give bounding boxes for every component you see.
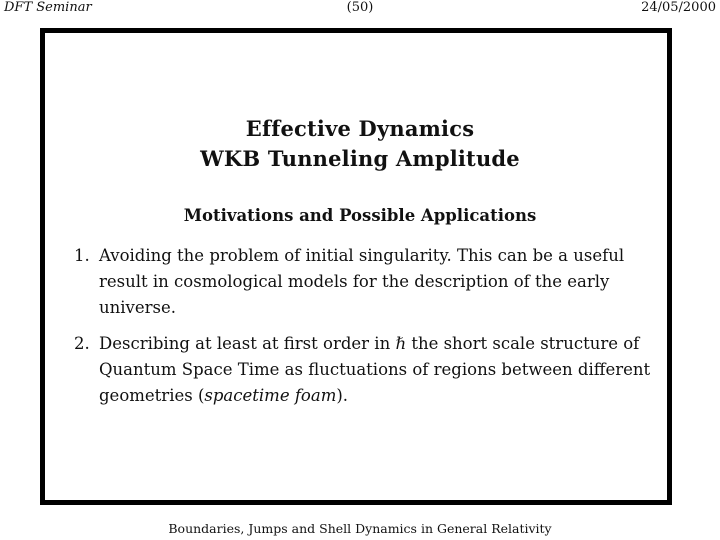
list-item [74,331,664,409]
motivations-list [74,243,664,419]
list-item [74,243,664,321]
emphasized-term: spacetime foam [204,386,337,405]
header-page-number: (50) [346,0,374,15]
title-line-2: WKB Tunneling Amplitude [200,146,520,171]
list-item-number: 1. [74,246,90,265]
list-item-text-main: Describing at least at first order in ℏ the short scale structure of Quantum Space Time as fluctuations of regions between different geometries ( [99,334,651,405]
footer-talk-title: Boundaries, Jumps and Shell Dynamics in General Relativity [168,521,552,536]
title-line-1: Effective Dynamics [245,116,475,141]
list-item-number: 2. [74,334,90,353]
list-item-text: Avoiding the problem of initial singularity. This can be a useful result in cosmological models for the description of the early universe. [99,246,625,317]
section-heading: Motivations and Possible Applications [183,206,537,225]
list-item-text-end: ). [336,386,349,405]
slide-title [0,114,720,174]
list-item-text [99,334,650,405]
header-date: 24/05/2000 [641,0,716,15]
header-seminar-name: DFT Seminar [4,0,92,15]
